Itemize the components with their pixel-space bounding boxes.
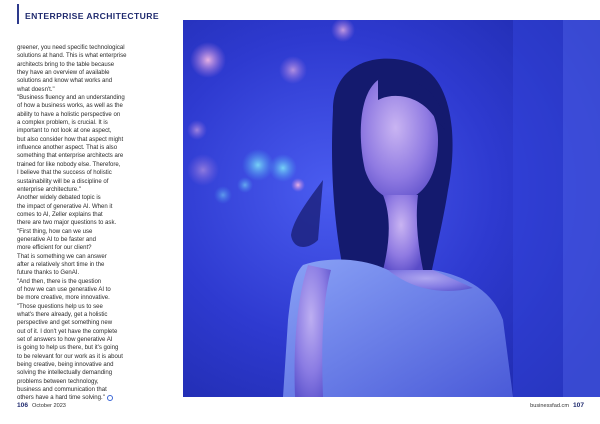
article-line: after a relatively short time in the xyxy=(17,261,105,268)
section-rule xyxy=(17,4,19,24)
article-line: ability to have a holistic perspective on xyxy=(17,111,121,118)
site-name: businessfad.cm xyxy=(530,403,569,409)
article-line: a complex problem, is crucial. It is xyxy=(17,120,108,127)
article-line: set of answers to how generative AI xyxy=(17,337,113,344)
article-line: of how a business works, as well as the xyxy=(17,103,123,110)
article-line: That is something we can answer xyxy=(17,253,107,260)
article-line: future thanks to GenAI. xyxy=(17,270,80,277)
article-line: others have a hard time solving." xyxy=(17,394,165,402)
article-line: be more creative, more innovative. xyxy=(17,295,110,302)
article-line: "Those questions help us to see xyxy=(17,303,103,310)
footer-right xyxy=(530,402,584,409)
page-number-left: 106 xyxy=(17,402,29,409)
article-line: they have an overview of available xyxy=(17,70,110,77)
article-line: trained for like nobody else. Therefore, xyxy=(17,161,121,168)
article-line: out of it. I don't yet have the complete xyxy=(17,328,118,335)
article-line: of how we can use generative AI to xyxy=(17,286,111,293)
article-line: there are two major questions to ask. xyxy=(17,220,117,227)
article-line: comes to AI, Zeller explains that xyxy=(17,211,103,218)
article-line: what's there already, get a holistic xyxy=(17,312,108,318)
article-line: "Business fluency and an understanding xyxy=(17,95,125,102)
article-line: perspective and get something new xyxy=(17,320,113,327)
footer-left xyxy=(17,402,66,409)
article-line: greener, you need specific technological xyxy=(17,45,125,51)
article-line: the impact of generative AI. When it xyxy=(17,203,113,210)
hero-photo xyxy=(183,20,600,397)
section-label: ENTERPRISE ARCHITECTURE xyxy=(25,11,159,21)
article-line: to be relevant for our work as it is about xyxy=(17,353,123,360)
article-line: generative AI to be faster and xyxy=(17,236,96,243)
article-line: architects bring to the table because xyxy=(17,61,115,68)
page-number-right: 107 xyxy=(572,402,584,409)
portrait-illustration xyxy=(183,20,600,397)
article-line: more efficient for our client? xyxy=(17,245,92,252)
end-mark-icon xyxy=(107,395,113,401)
article-line: but also consider how that aspect might xyxy=(17,136,124,143)
article-line: is going to help us there, but it's going xyxy=(17,345,119,352)
article-line: sustainability will be a discipline of xyxy=(17,178,109,185)
article-line: something that enterprise architects are xyxy=(17,153,124,160)
article-line: business and communication that xyxy=(17,387,107,394)
article-line: solutions at hand. This is what enterprise xyxy=(17,53,127,60)
article-line: I believe that the success of holistic xyxy=(17,170,112,177)
article-line: problems between technology, xyxy=(17,378,99,385)
article-line: what doesn't." xyxy=(17,86,55,93)
article-line: "First thing, how can we use xyxy=(17,228,93,235)
article-body xyxy=(17,44,165,403)
issue-date: October 2023 xyxy=(32,403,66,409)
article-line: being creative, being innovative and xyxy=(17,362,114,369)
article-line: Another widely debated topic is xyxy=(17,195,101,202)
article-line: solutions and know what works and xyxy=(17,78,113,85)
article-line: enterprise architecture." xyxy=(17,186,81,193)
article-line: important to not look at one aspect, xyxy=(17,128,112,135)
article-line: solving the intellectually demanding xyxy=(17,370,113,377)
article-line: "And then, there is the question xyxy=(17,278,102,285)
article-line: influence another aspect. That is also xyxy=(17,145,118,152)
